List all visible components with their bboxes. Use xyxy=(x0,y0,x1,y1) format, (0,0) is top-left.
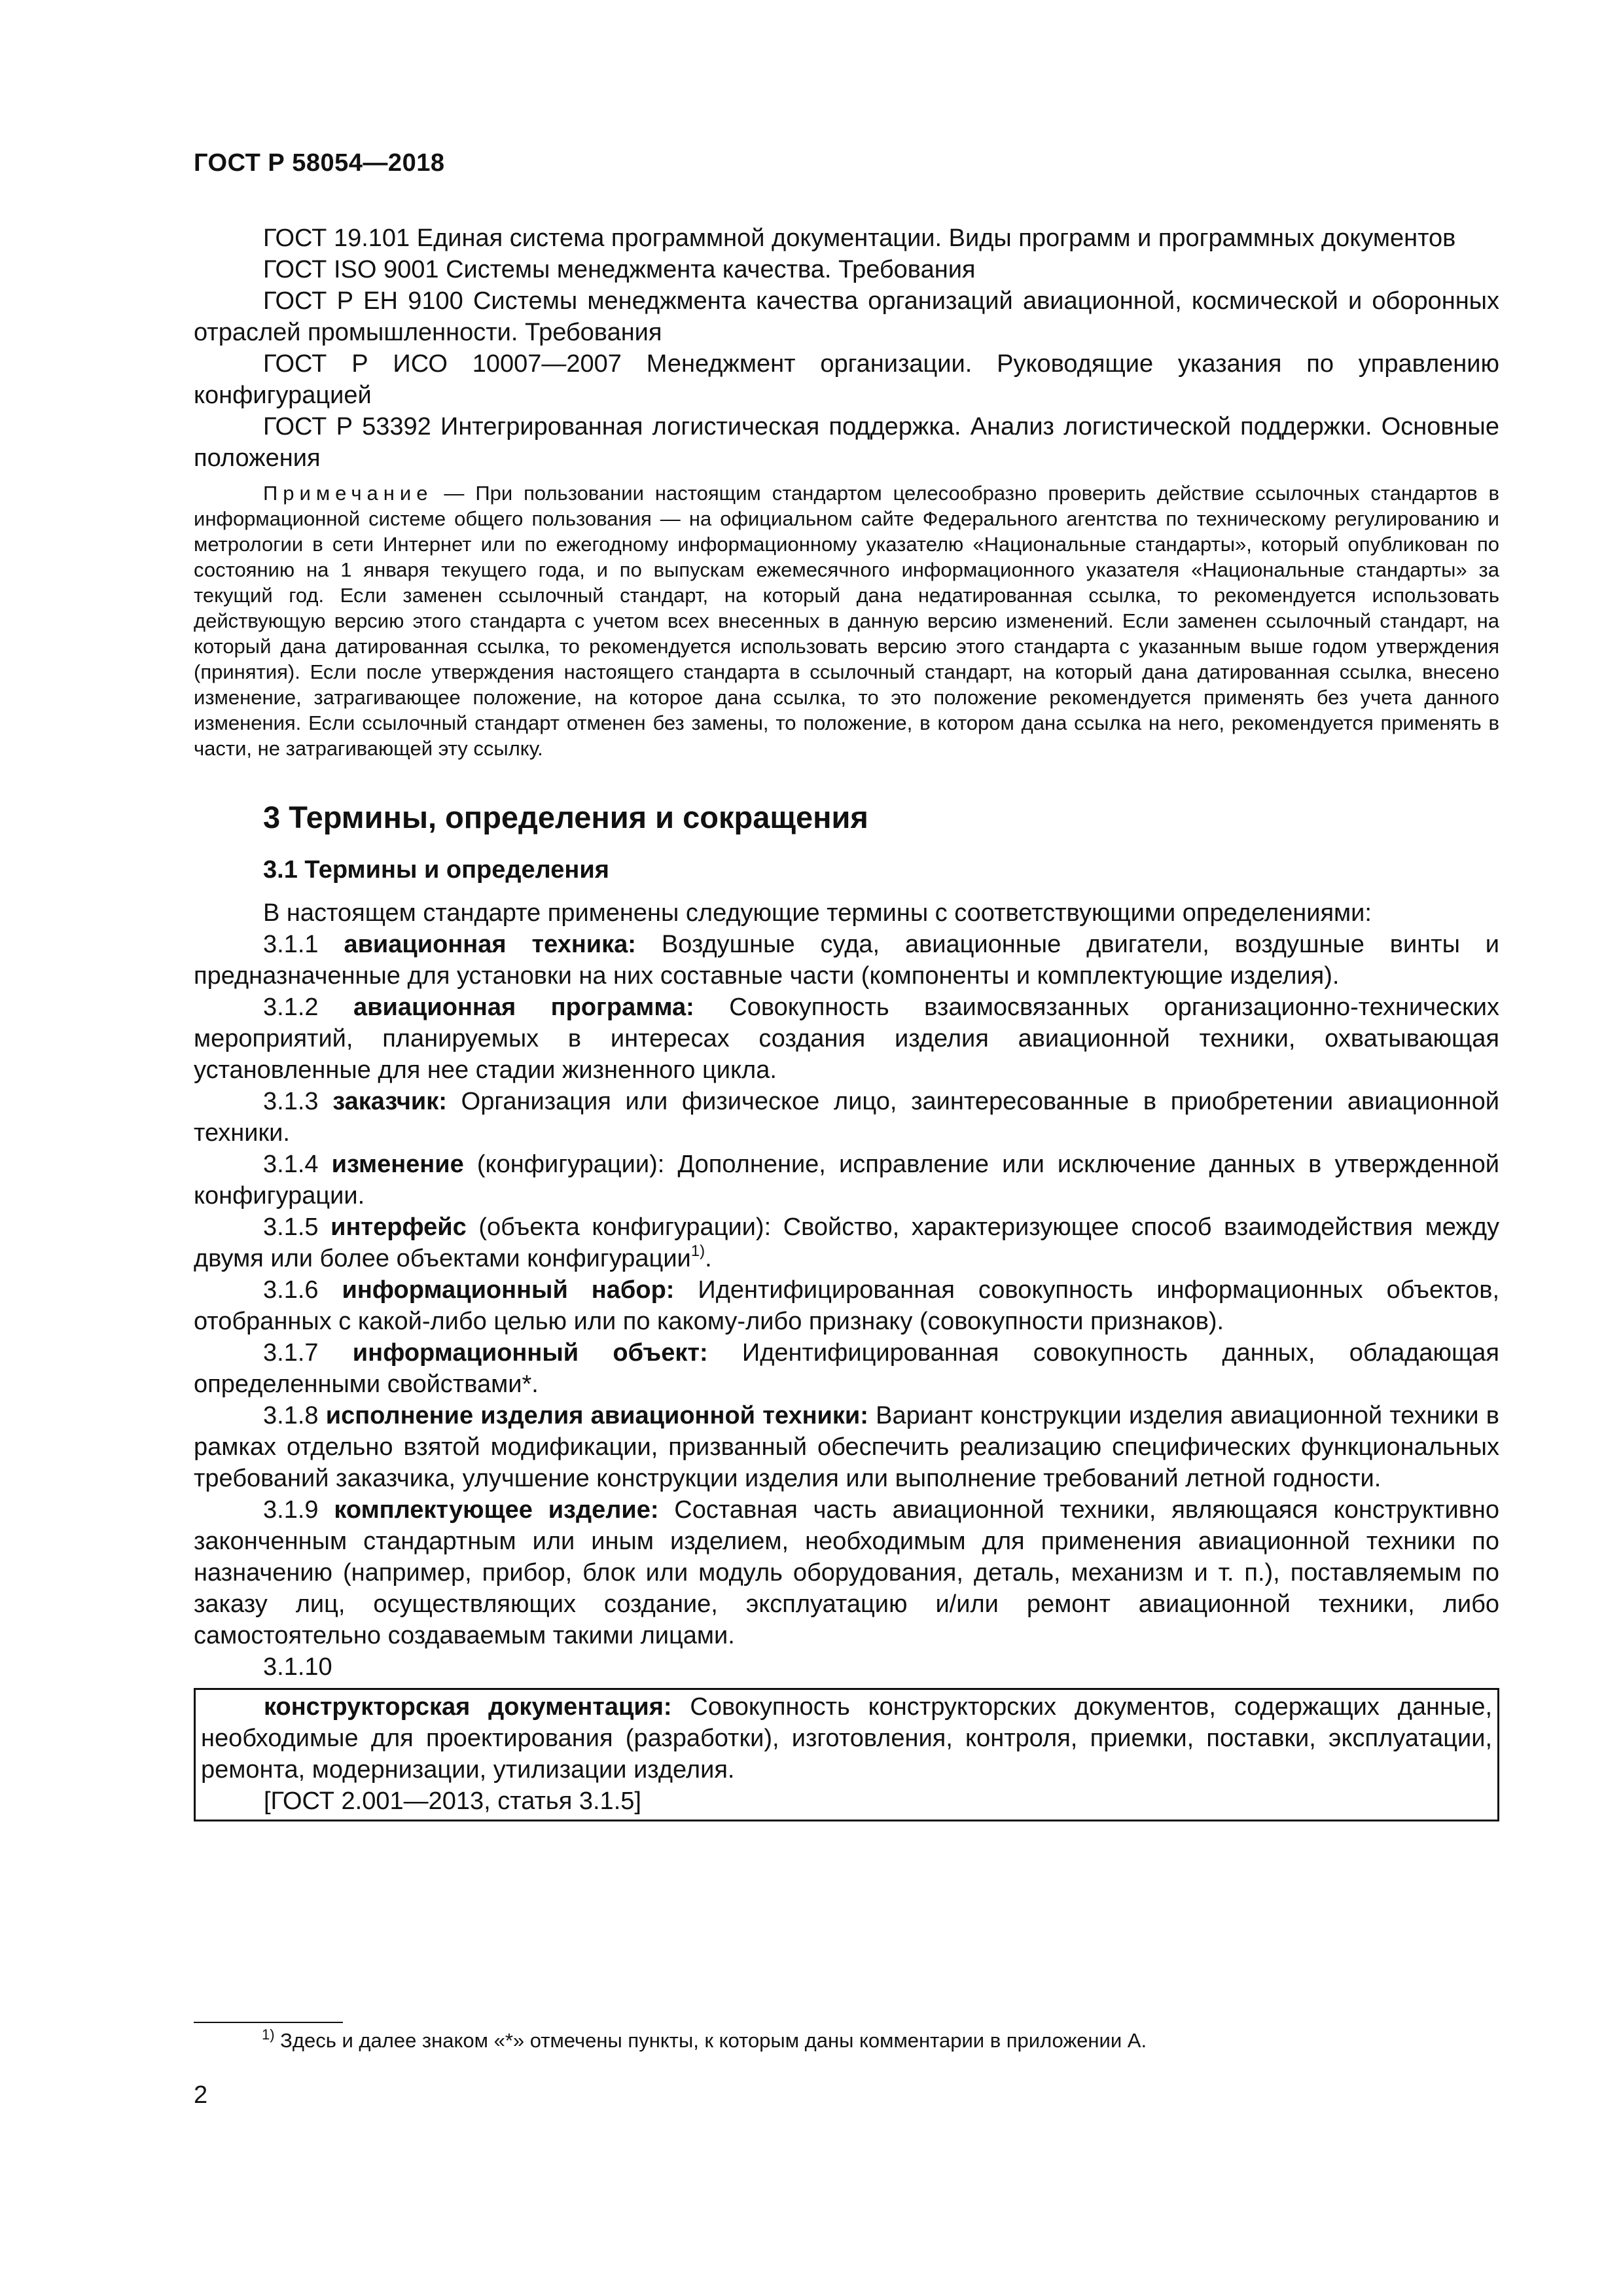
term-number: 3.1.1 xyxy=(263,931,319,958)
term-definition: Организация или физическое лицо, заинтересованные в приобретении авиационной техники. xyxy=(194,1088,1499,1147)
term-definition: Вариант конструкции изделия авиационной техники в рамках отдельно взятой модификации, призванный обеспечить реализацию специфических функциональных требований заказчика, улучшение конструкции изделия или выполнение требований летной годности. xyxy=(194,1402,1499,1492)
term-name: авиационная программа: xyxy=(353,994,694,1021)
term-entry xyxy=(194,992,1499,1086)
boxed-term-frame xyxy=(194,1688,1499,1821)
term-name: информационный объект: xyxy=(352,1339,708,1367)
term-name: информационный набор: xyxy=(342,1276,675,1304)
term-number: 3.1.6 xyxy=(263,1276,319,1304)
term-definition: Совокупность взаимосвязанных организационно-технических мероприятий, планируемых в интересах создания изделия авиационной техники, охватывающая установленные для нее стадии жизненного цикла. xyxy=(194,994,1500,1084)
term-number: 3.1.3 xyxy=(263,1088,319,1115)
footnote-reference[interactable]: 1) xyxy=(690,1242,705,1260)
reference-item: ГОСТ Р ИСО 10007—2007 Менеджмент организации. Руководящие указания по управлению конфигурацией xyxy=(194,350,1499,409)
reference-item: ГОСТ Р 53392 Интегрированная логистическая поддержка. Анализ логистической поддержки. Основные положения xyxy=(194,413,1499,472)
term-number: 3.1.7 xyxy=(263,1339,319,1367)
term-name: интерфейс xyxy=(330,1213,467,1241)
subsection-heading: 3.1 Термины и определения xyxy=(263,856,609,884)
term-entry xyxy=(194,1400,1499,1494)
term-tail: . xyxy=(705,1245,712,1272)
term-entry xyxy=(194,1086,1499,1149)
footnote-text: Здесь и далее знаком «*» отмечены пункты, к которым даны комментарии в приложении А. xyxy=(274,2029,1147,2052)
term-number: 3.1.4 xyxy=(263,1151,319,1178)
document-header: ГОСТ Р 58054—2018 xyxy=(194,149,445,177)
term-definition: Идентифицированная совокупность информационных объектов, отобранных с какой-либо целью или по какому-либо признаку (совокупности признаков). xyxy=(194,1276,1499,1335)
term-number: 3.1.9 xyxy=(263,1496,319,1524)
note-paragraph xyxy=(194,480,1499,761)
term-definition: Свойство, характеризующее способ взаимодействия между двумя или более объектами конфигурации xyxy=(194,1213,1499,1272)
document-body xyxy=(194,223,1499,1821)
reference-item: ГОСТ 19.101 Единая система программной документации. Виды программ и программных документов xyxy=(263,224,1456,252)
page-number: 2 xyxy=(194,2081,208,2109)
term-name: конструкторская документация: xyxy=(264,1693,672,1721)
term-name: авиационная техника: xyxy=(344,931,636,958)
term-number: 3.1.5 xyxy=(263,1213,319,1241)
footnote-divider xyxy=(194,2022,343,2023)
term-qualifier: (объекта конфигурации): xyxy=(466,1213,772,1241)
note-text: — При пользовании настоящим стандартом целесообразно проверить действие ссылочных стандартов в информационной системе общего пользования — на официальном сайте Федерального агентства по техническому регулированию и метрологии в сети Интернет или по ежегодному информационному указателю «Национальные стандарты», который опубликован по состоянию на 1 января текущего года, и по выпускам ежемесячного информационного указателя «Национальные стандарты» за текущий год. Если заменен ссылочный стандарт, на который дана недатированная ссылка, то рекомендуется использовать действующую версию этого стандарта с учетом всех внесенных в данную версию изменений. Если заменен ссылочный стандарт, на который дана датированная ссылка, то рекомендуется использовать версию этого стандарта с указанным выше годом утверждения (принятия). Если после утверждения настоящего стандарта в ссылочный стандарт, на который дана датированная ссылка, внесено изменение, затрагивающее положение, на которое дана ссылка, то это положение рекомендуется применять без учета данного изменения. Если ссылочный стандарт отменен без замены, то положение, в котором дана ссылка на него, рекомендуется применять в части, не затрагивающей эту ссылку. xyxy=(194,482,1499,760)
term-source: [ГОСТ 2.001—2013, статья 3.1.5] xyxy=(264,1787,641,1815)
term-definition: Дополнение, исправление или исключение данных в утвержденной конфигурации. xyxy=(194,1151,1499,1210)
section-heading: 3 Термины, определения и сокращения xyxy=(263,800,868,834)
term-name: комплектующее изделие: xyxy=(334,1496,659,1524)
term-name: исполнение изделия авиационной техники: xyxy=(325,1402,868,1429)
term-entry xyxy=(194,1494,1499,1651)
boxed-term-entry xyxy=(201,1691,1492,1785)
term-definition: Совокупность конструкторских документов, содержащих данные, необходимые для проектирования (разработки), изготовления, контроля, приемки, поставки, эксплуатации, ремонта, модернизации, утилизации изделия. xyxy=(201,1693,1493,1784)
term-name: заказчик: xyxy=(332,1088,447,1115)
term-definition: Идентифицированная совокупность данных, обладающая определенными свойствами*. xyxy=(194,1339,1499,1398)
boxed-term-number: 3.1.10 xyxy=(263,1653,332,1681)
term-entry xyxy=(194,1274,1499,1337)
footnote-marker: 1) xyxy=(262,2026,275,2043)
term-qualifier: (конфигурации): xyxy=(463,1151,665,1178)
term-definition: Воздушные суда, авиационные двигатели, воздушные винты и предназначенные для установки на них составные части (компоненты и комплектующие изделия). xyxy=(194,931,1500,990)
term-number: 3.1.2 xyxy=(263,994,319,1021)
note-label: Примечание xyxy=(263,482,433,505)
term-entry xyxy=(194,1211,1499,1274)
term-name: изменение xyxy=(331,1151,464,1178)
reference-item: ГОСТ ISO 9001 Системы менеджмента качества. Требования xyxy=(263,256,976,283)
term-entry xyxy=(194,929,1499,992)
footnote xyxy=(262,2028,1499,2054)
reference-item: ГОСТ Р ЕН 9100 Системы менеджмента качества организаций авиационной, космической и оборонных отраслей промышленности. Требования xyxy=(194,287,1499,346)
term-entry xyxy=(194,1149,1499,1211)
term-number: 3.1.8 xyxy=(263,1402,319,1429)
term-entry xyxy=(194,1337,1499,1400)
section-intro: В настоящем стандарте применены следующие термины с соответствующими определениями: xyxy=(263,899,1372,927)
term-definition: Составная часть авиационной техники, являющаяся конструктивно законченным стандартным или иным изделием, необходимым для применения авиационной техники по назначению (например, прибор, блок или модуль оборудования, деталь, механизм и т. п.), поставляемым по заказу лиц, осуществляющих создание, эксплуатацию и/или ремонт авиационной техники, либо самостоятельно создаваемым такими лицами. xyxy=(194,1496,1500,1649)
